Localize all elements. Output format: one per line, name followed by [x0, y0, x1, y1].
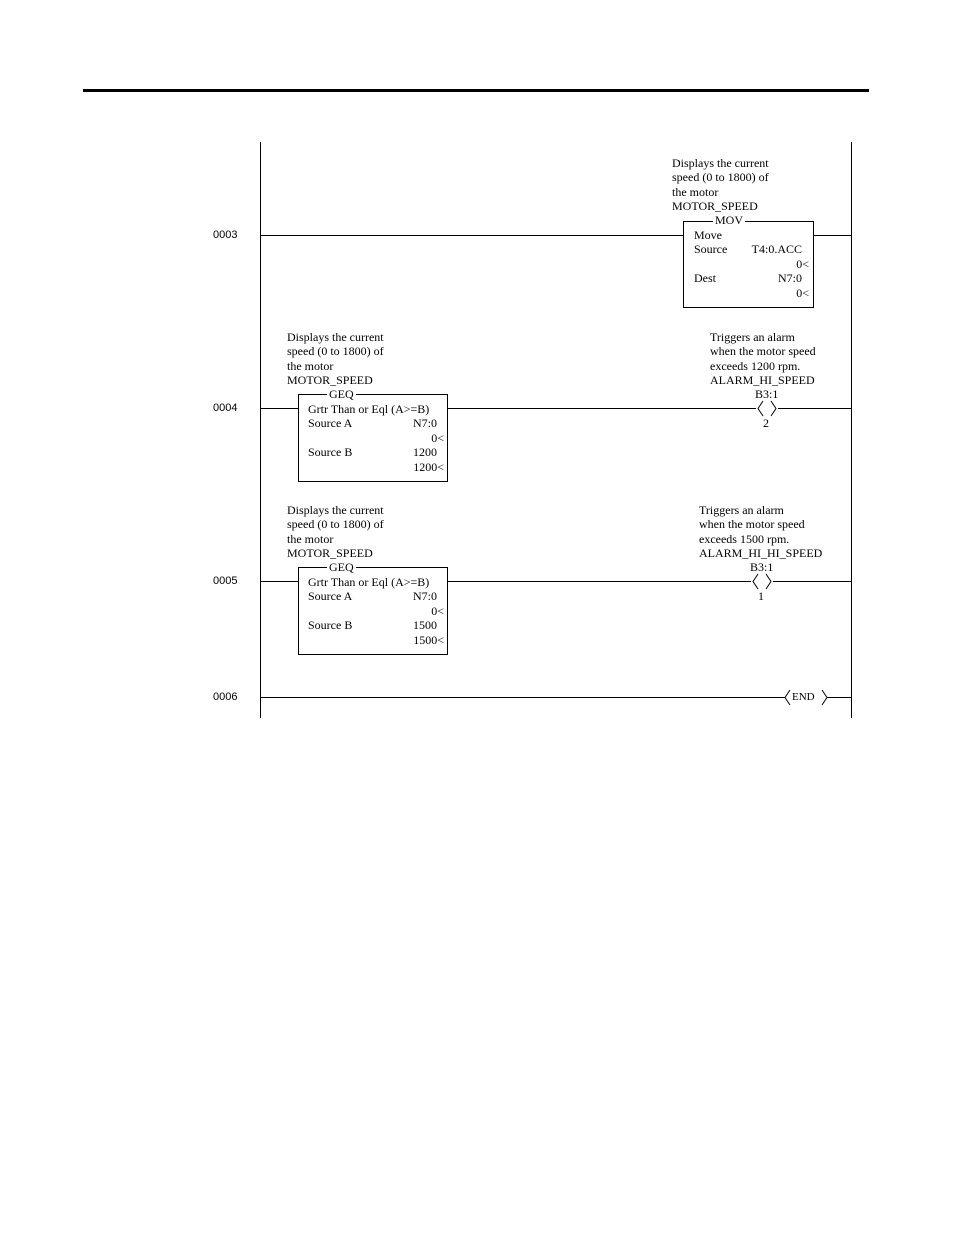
comment-line: Triggers an alarm: [710, 330, 795, 344]
operand-label: Dest: [694, 271, 716, 285]
end-label: END: [792, 691, 815, 703]
operand-live-value: 1500<: [413, 633, 444, 647]
output-coil-icon[interactable]: [754, 400, 780, 417]
operand-label: Source: [694, 242, 728, 256]
comment-line: Displays the current: [672, 156, 769, 170]
instruction-mnemonic: GEQ: [329, 387, 354, 401]
comment-line: Triggers an alarm: [699, 503, 784, 517]
rung-wire: [447, 581, 751, 582]
comment-line: exceeds 1200 rpm.: [710, 359, 801, 373]
output-address: B3:1: [750, 560, 774, 574]
output-bit: 1: [758, 589, 764, 603]
rung-wire: [447, 408, 756, 409]
comment-line: Displays the current: [287, 330, 384, 344]
comment-line: ALARM_HI_SPEED: [710, 373, 815, 387]
comment-line: when the motor speed: [710, 344, 816, 358]
instruction-mnemonic: GEQ: [329, 560, 354, 574]
rung-number: 0003: [213, 229, 238, 241]
comment-line: the motor: [672, 185, 719, 199]
operand-value: N7:0: [778, 271, 802, 285]
comment-line: ALARM_HI_HI_SPEED: [699, 546, 823, 560]
comment-line: exceeds 1500 rpm.: [699, 532, 790, 546]
operand-live-value: 1200<: [413, 460, 444, 474]
rung-number: 0005: [213, 575, 238, 587]
instruction-name: Move: [694, 228, 722, 242]
rung-wire: [827, 697, 851, 698]
rung-wire: [261, 408, 298, 409]
operand-value: T4:0.ACC: [751, 242, 802, 256]
output-coil-icon[interactable]: [749, 573, 775, 590]
operand-live-value: 0<: [431, 604, 444, 618]
operand-label: Source B: [308, 445, 353, 459]
instruction-mnemonic: MOV: [715, 213, 744, 227]
comment-line: speed (0 to 1800) of: [287, 344, 384, 358]
instruction-name: Grtr Than or Eql (A>=B): [308, 575, 430, 589]
comment-line: MOTOR_SPEED: [672, 199, 758, 213]
rung-wire: [813, 235, 851, 236]
comment-line: when the motor speed: [699, 517, 805, 531]
right-power-rail: [851, 142, 852, 718]
comment-line: MOTOR_SPEED: [287, 546, 373, 560]
rung-wire: [778, 408, 851, 409]
comment-line: Displays the current: [287, 503, 384, 517]
rung-number: 0004: [213, 402, 238, 414]
operand-value: 1200: [413, 445, 437, 459]
rung-wire: [261, 581, 298, 582]
operand-value: 1500: [413, 618, 437, 632]
operand-live-value: 0<: [796, 257, 809, 271]
comment-line: speed (0 to 1800) of: [672, 170, 769, 184]
rung-wire: [773, 581, 851, 582]
operand-label: Source A: [308, 416, 353, 430]
left-power-rail: [260, 142, 261, 718]
page-header-rule: [83, 89, 869, 92]
comment-line: speed (0 to 1800) of: [287, 517, 384, 531]
operand-live-value: 0<: [796, 286, 809, 300]
comment-line: the motor: [287, 532, 334, 546]
comment-line: MOTOR_SPEED: [287, 373, 373, 387]
operand-label: Source B: [308, 618, 353, 632]
rung-wire: [261, 697, 785, 698]
comment-line: the motor: [287, 359, 334, 373]
operand-value: N7:0: [413, 416, 437, 430]
output-address: B3:1: [755, 387, 779, 401]
operand-value: N7:0: [413, 589, 437, 603]
operand-live-value: 0<: [431, 431, 444, 445]
instruction-name: Grtr Than or Eql (A>=B): [308, 402, 430, 416]
rung-wire: [261, 235, 683, 236]
operand-label: Source A: [308, 589, 353, 603]
output-bit: 2: [763, 416, 769, 430]
rung-number: 0006: [213, 691, 238, 703]
